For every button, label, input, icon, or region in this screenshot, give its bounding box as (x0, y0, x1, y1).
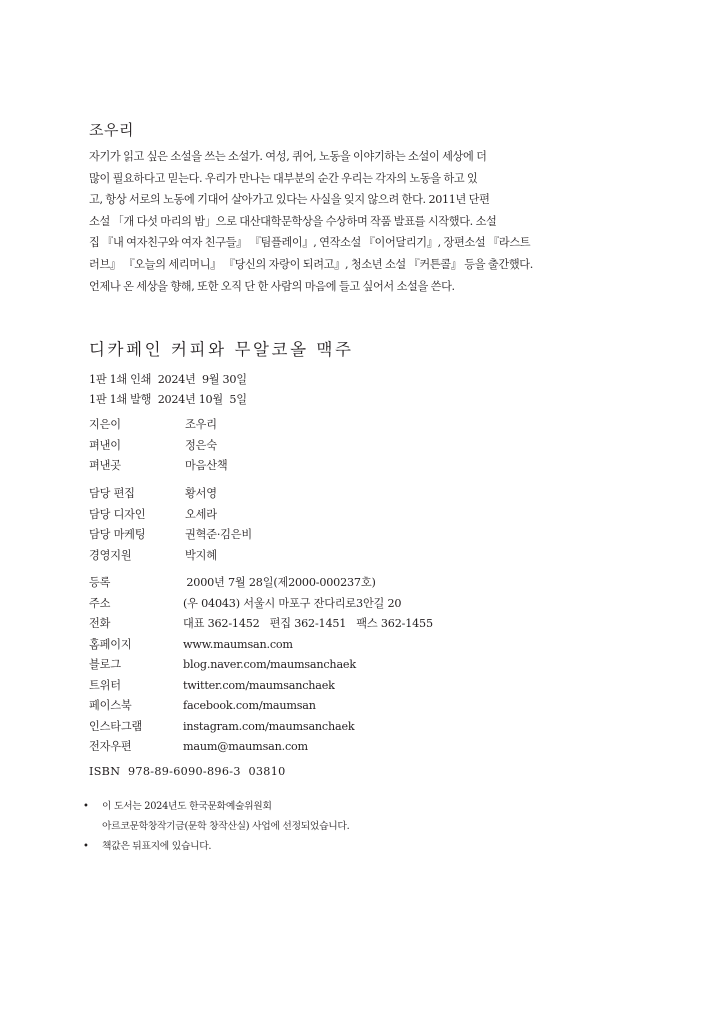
credits-staff (89, 484, 252, 566)
info-row (89, 635, 433, 656)
email-link[interactable]: maum@maumsan.com (183, 740, 308, 753)
info-row (89, 717, 433, 738)
twitter-link[interactable]: twitter.com/maumsanchaek (183, 678, 335, 692)
bio-line: 러브』 『오늘의 세리머니』 『당신의 자랑이 되려고』, 청소년 소설 『커튼콜』 등을 출간했다. (89, 257, 533, 271)
info-row (89, 614, 433, 635)
notes (83, 797, 349, 857)
credit-value: 권혁준·김은비 (185, 528, 252, 541)
bullet-icon: • (83, 801, 89, 812)
credit-row (89, 484, 252, 505)
info-label: 트위터 (89, 678, 121, 692)
bio-line: 많이 필요하다고 믿는다. 우리가 만나는 대부분의 순간 우리는 각자의 노동을 하고 있 (89, 171, 478, 185)
book-title: 디카페인 커피와 무알코올 맥주 (89, 340, 354, 359)
blog-link[interactable]: blog.naver.com/maumsanchaek (183, 658, 356, 671)
credit-row (89, 525, 252, 546)
credit-label: 담당 편집 (89, 487, 135, 500)
credit-value: 정은숙 (185, 438, 217, 452)
credit-value: 오세라 (185, 507, 217, 521)
credit-row (89, 456, 227, 477)
author-name: 조우리 (89, 121, 134, 139)
note-text: 책값은 뒤표지에 있습니다. (102, 841, 212, 852)
info-row (89, 655, 433, 676)
bio-line: 언제나 온 세상을 향해, 또한 오직 단 한 사람의 마음에 들고 싶어서 소설을 쓴다. (89, 279, 455, 293)
author-bio (89, 146, 555, 297)
note-text: 아르코문학창작기금(문학 창작산실) 사업에 선정되었습니다. (102, 821, 350, 832)
credit-value: 박지혜 (185, 548, 217, 562)
info-row (89, 594, 433, 615)
info-row (89, 676, 433, 697)
note-continuation (83, 817, 349, 837)
credit-label: 담당 디자인 (89, 507, 146, 521)
info-row (89, 573, 433, 594)
credit-row (89, 415, 227, 436)
instagram-link[interactable]: instagram.com/maumsanchaek (183, 719, 355, 733)
isbn: ISBN 978-89-6090-896-3 03810 (89, 765, 286, 778)
info-label: 등록 (89, 576, 111, 589)
credit-value: 조우리 (185, 418, 217, 431)
bio-line: 고, 항상 서로의 노동에 기대어 살아가고 있다는 사실을 잊지 않으려 한다. 2011년 단편 (89, 193, 490, 207)
address-value: (우 04043) 서울시 마포구 잔다리로3안길 20 (183, 596, 402, 610)
info-row (89, 737, 433, 758)
info-label: 인스타그램 (89, 719, 143, 733)
edition-info (89, 370, 247, 410)
credit-row (89, 546, 252, 567)
info-label: 홈페이지 (89, 637, 132, 651)
credit-row (89, 436, 227, 457)
credit-label: 경영지원 (89, 548, 132, 562)
info-label: 페이스북 (89, 699, 132, 712)
info-label: 전자우편 (89, 740, 132, 753)
info-row (89, 696, 433, 717)
phone-value: 대표 362-1452 편집 362-1451 팩스 362-1455 (183, 617, 433, 630)
info-label: 주소 (89, 596, 111, 610)
note-text: 이 도서는 2024년도 한국문화예술위원회 (102, 801, 272, 812)
publish-date: 1판 1쇄 발행 2024년 10월 5일 (89, 393, 247, 406)
facebook-link[interactable]: facebook.com/maumsan (183, 699, 316, 712)
registration-value: 2000년 7월 28일(제2000-000237호) (183, 576, 376, 589)
credit-label: 펴낸이 (89, 438, 121, 452)
print-date: 1판 1쇄 인쇄 2024년 9월 30일 (89, 373, 247, 386)
info-label: 전화 (89, 617, 111, 630)
homepage-link[interactable]: www.maumsan.com (183, 637, 293, 651)
bio-line: 자기가 읽고 싶은 소설을 쓰는 소설가. 여성, 퀴어, 노동을 이야기하는 소설이 세상에 더 (89, 150, 487, 163)
publisher-info (89, 573, 433, 758)
bullet-icon: • (83, 841, 89, 852)
credit-label: 펴낸곳 (89, 459, 121, 472)
credit-row (89, 505, 252, 526)
note-item (83, 837, 349, 857)
credit-label: 지은이 (89, 418, 121, 431)
credits-people (89, 415, 227, 477)
credit-label: 담당 마케팅 (89, 528, 146, 541)
bio-line: 집 『내 여자친구와 여자 친구들』 『팀플레이』, 연작소설 『이어달리기』, 장편소설 『라스트 (89, 236, 531, 250)
credit-value: 황서영 (185, 487, 217, 500)
info-label: 블로그 (89, 658, 121, 671)
bio-line: 소설 「개 다섯 마리의 밤」으로 대산대학문학상을 수상하며 작품 발표를 시작했다. 소설 (89, 214, 497, 228)
credit-value: 마음산책 (185, 459, 228, 472)
note-item (83, 797, 349, 817)
